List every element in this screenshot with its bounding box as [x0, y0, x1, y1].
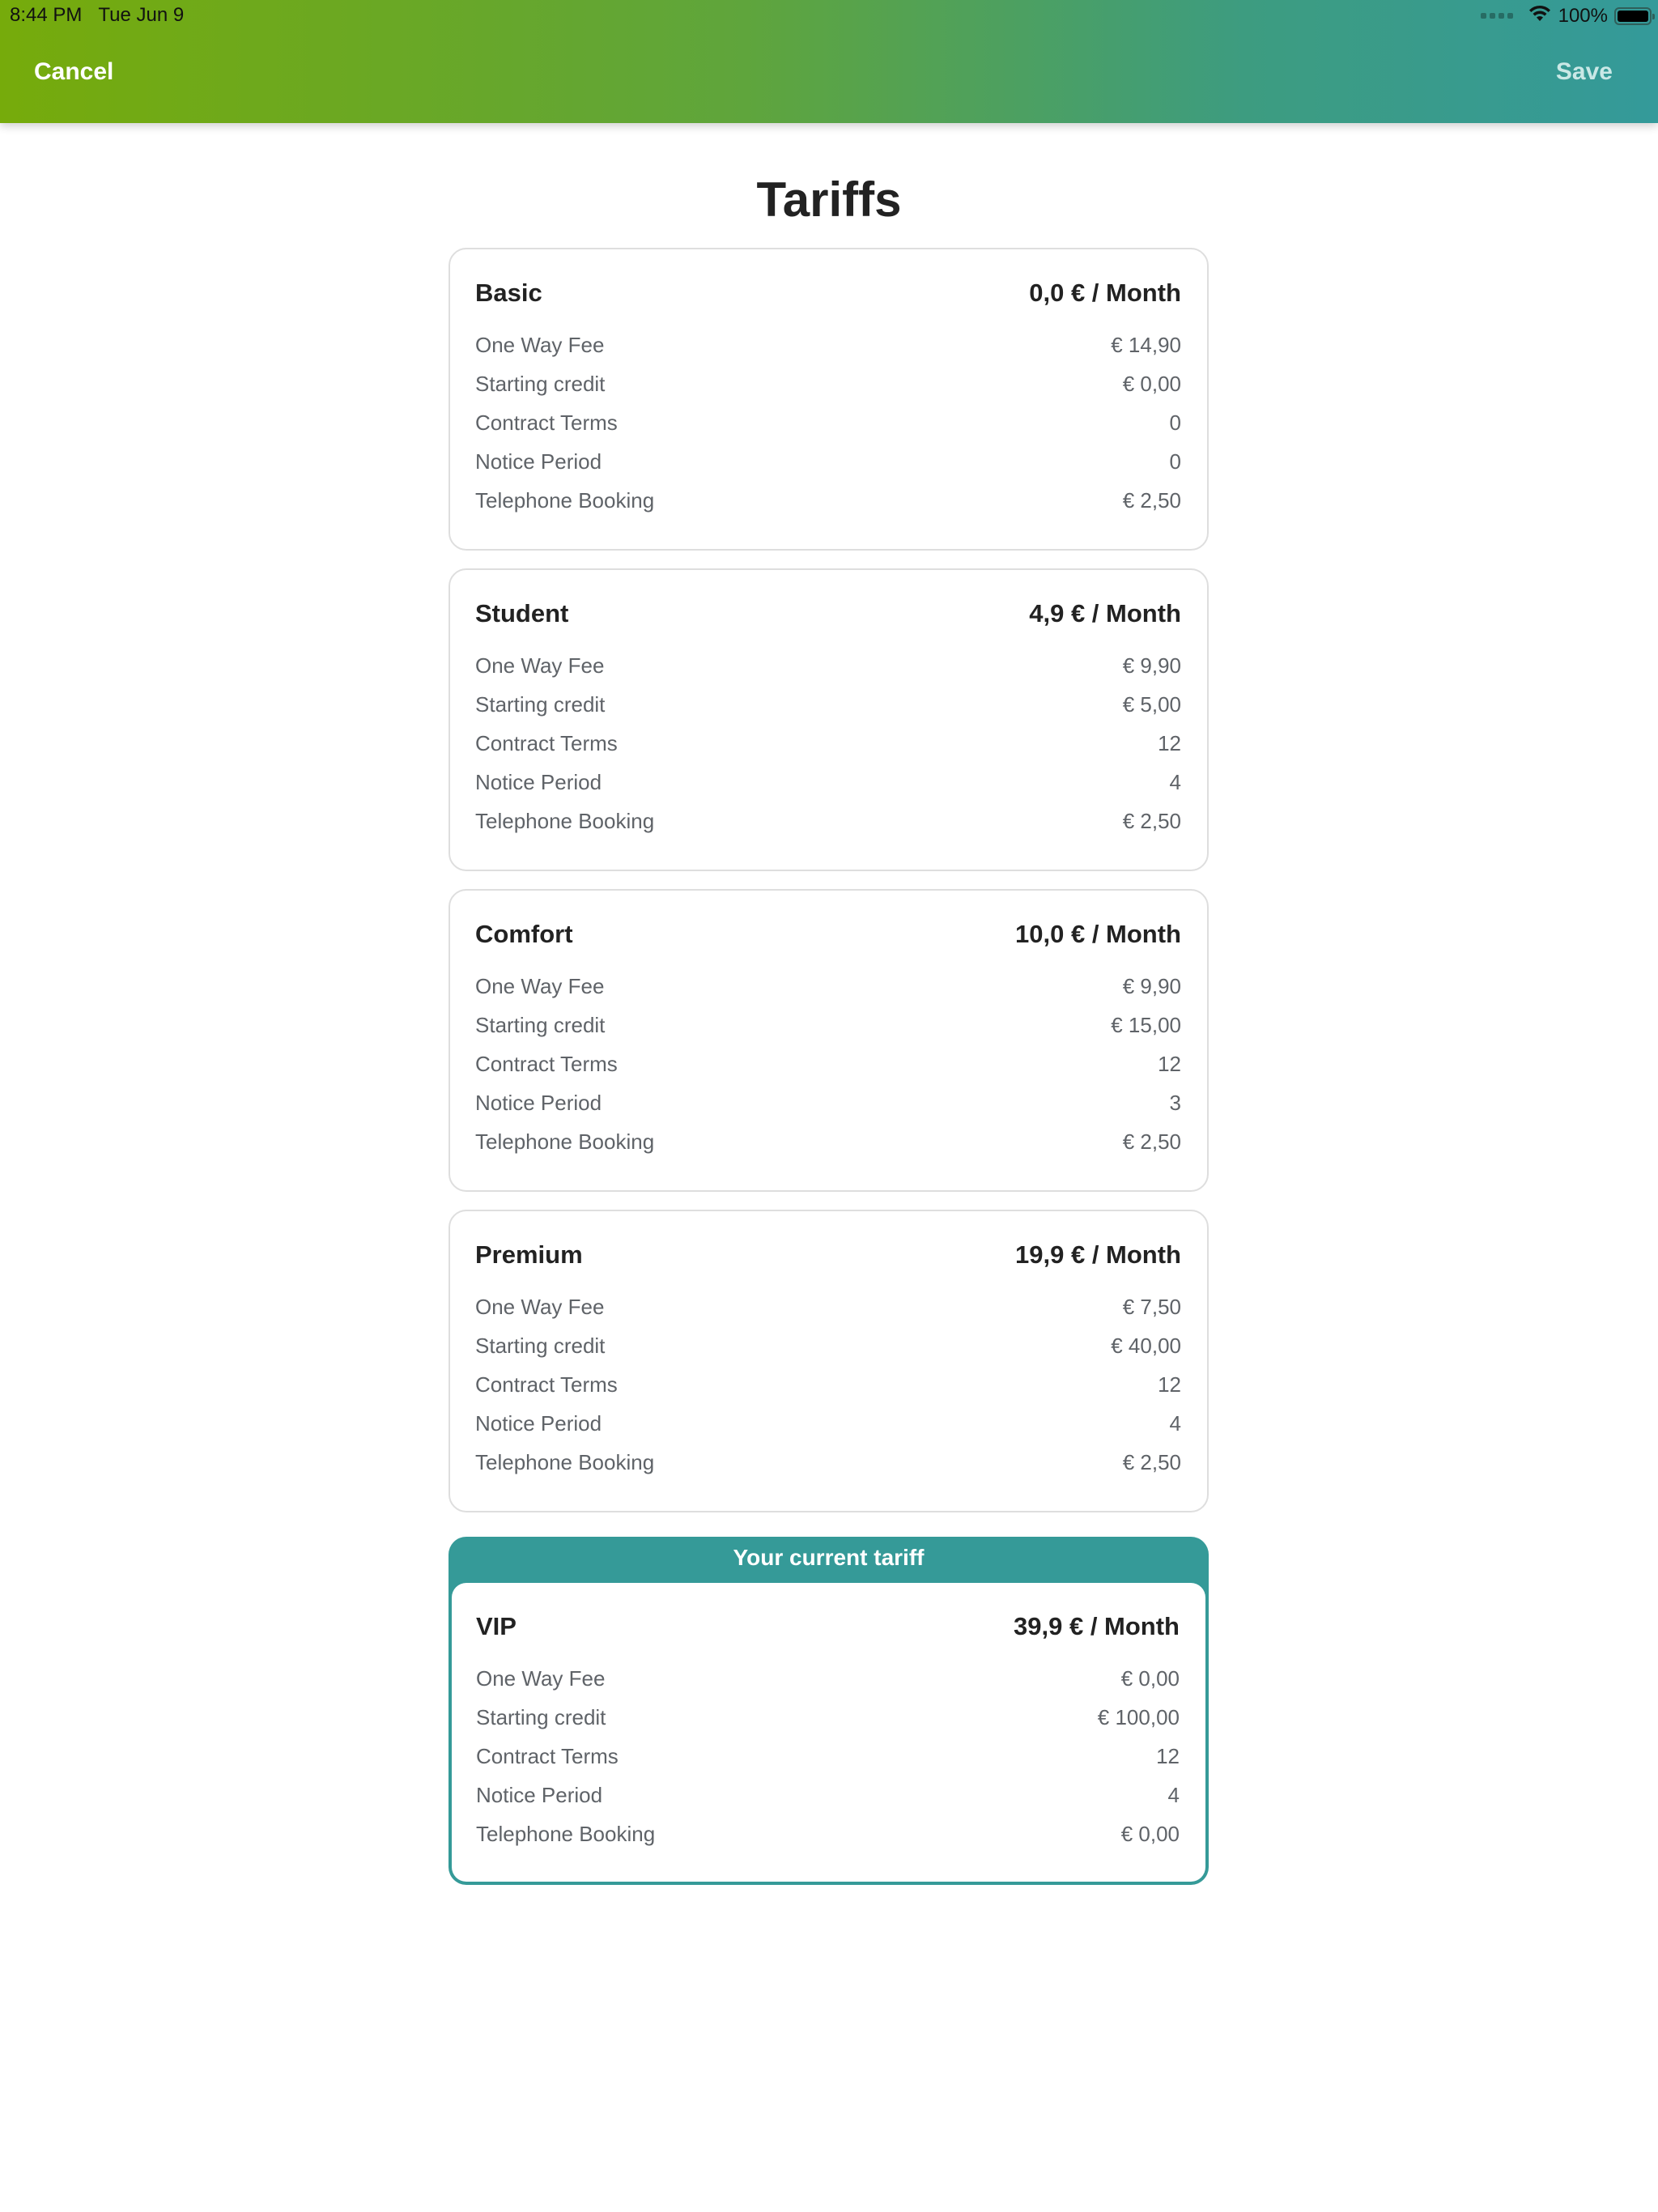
tariff-price: 39,9 € / Month	[1014, 1612, 1180, 1640]
tariff-name: VIP	[476, 1612, 517, 1640]
row-value: € 2,50	[1122, 487, 1181, 513]
battery-percent: 100%	[1558, 4, 1608, 27]
row-label: Notice Period	[475, 1410, 602, 1436]
row-label: Contract Terms	[475, 1372, 618, 1397]
row-label: Contract Terms	[475, 410, 618, 435]
cellular-signal-icon	[1481, 13, 1513, 19]
tariff-row	[476, 1737, 1180, 1776]
row-label: Telephone Booking	[476, 1821, 656, 1846]
row-value: € 2,50	[1122, 808, 1181, 833]
row-value: € 9,90	[1122, 653, 1181, 678]
row-label: One Way Fee	[476, 1665, 606, 1691]
row-label: One Way Fee	[475, 332, 605, 357]
row-value: 4	[1169, 1410, 1181, 1436]
row-value: 12	[1158, 1372, 1181, 1397]
tariff-row	[476, 1659, 1180, 1698]
row-label: Telephone Booking	[475, 808, 655, 833]
tariff-row	[475, 1083, 1181, 1122]
tariff-row	[475, 1006, 1181, 1044]
wifi-icon	[1528, 4, 1552, 28]
tariff-row	[475, 1326, 1181, 1365]
tariff-price: 4,9 € / Month	[1029, 599, 1181, 627]
row-label: Starting credit	[475, 1333, 606, 1358]
tariff-row	[475, 442, 1181, 481]
tariff-card-vip-current[interactable]	[449, 1537, 1209, 1885]
tariff-row	[476, 1698, 1180, 1737]
tariff-row	[475, 763, 1181, 802]
row-label: Starting credit	[476, 1704, 606, 1729]
tariff-row	[476, 1814, 1180, 1853]
tariff-row	[475, 724, 1181, 763]
row-value: € 100,00	[1097, 1704, 1180, 1729]
row-label: Telephone Booking	[475, 1129, 655, 1154]
tariff-card-basic[interactable]	[449, 248, 1209, 551]
tariff-name: Student	[475, 599, 569, 627]
row-value: € 40,00	[1111, 1333, 1181, 1358]
row-label: Starting credit	[475, 1012, 606, 1037]
tariff-price: 19,9 € / Month	[1015, 1240, 1181, 1269]
row-label: Contract Terms	[475, 1051, 618, 1076]
row-value: € 0,00	[1120, 1665, 1180, 1691]
tariff-row	[475, 685, 1181, 724]
row-label: One Way Fee	[475, 1294, 605, 1319]
cancel-button[interactable]: Cancel	[34, 58, 114, 85]
tariff-row	[475, 325, 1181, 364]
row-value: 12	[1156, 1743, 1180, 1768]
row-value: € 14,90	[1111, 332, 1181, 357]
status-bar	[0, 0, 1658, 32]
row-label: Telephone Booking	[475, 487, 655, 513]
row-value: 12	[1158, 1051, 1181, 1076]
row-value: € 5,00	[1122, 691, 1181, 717]
row-value: € 0,00	[1120, 1821, 1180, 1846]
status-date: Tue Jun 9	[98, 4, 185, 26]
save-button[interactable]: Save	[1555, 58, 1613, 85]
row-label: Starting credit	[475, 691, 606, 717]
row-value: € 7,50	[1122, 1294, 1181, 1319]
tariff-name: Comfort	[475, 920, 573, 948]
navigation-bar	[0, 0, 1658, 123]
tariff-row	[475, 481, 1181, 520]
tariff-card-comfort[interactable]	[449, 889, 1209, 1192]
tariff-row	[475, 802, 1181, 840]
tariff-row	[475, 1404, 1181, 1443]
tariff-row	[475, 1365, 1181, 1404]
status-time: 8:44 PM	[10, 4, 83, 26]
row-label: One Way Fee	[475, 653, 605, 678]
row-label: Notice Period	[475, 769, 602, 794]
row-value: 3	[1169, 1090, 1181, 1115]
tariff-name: Premium	[475, 1240, 583, 1269]
row-value: 0	[1169, 449, 1181, 474]
tariff-card-premium[interactable]	[449, 1210, 1209, 1512]
row-label: Notice Period	[476, 1782, 603, 1807]
row-label: Telephone Booking	[475, 1449, 655, 1474]
row-value: 4	[1169, 769, 1181, 794]
tariff-row	[475, 646, 1181, 685]
tariff-row	[475, 1287, 1181, 1326]
row-value: 12	[1158, 730, 1181, 755]
row-value: € 0,00	[1122, 371, 1181, 396]
row-value: 4	[1167, 1782, 1180, 1807]
row-value: 0	[1169, 410, 1181, 435]
row-label: Notice Period	[475, 449, 602, 474]
row-label: Contract Terms	[475, 730, 618, 755]
tariff-row	[475, 403, 1181, 442]
tariff-row	[475, 967, 1181, 1006]
tariff-row	[475, 364, 1181, 403]
tariff-price: 0,0 € / Month	[1029, 279, 1181, 307]
tariff-row	[475, 1122, 1181, 1161]
tariff-name: Basic	[475, 279, 542, 307]
page-title: Tariffs	[756, 172, 902, 227]
tariff-row	[476, 1776, 1180, 1814]
row-value: € 2,50	[1122, 1129, 1181, 1154]
row-value: € 2,50	[1122, 1449, 1181, 1474]
tariff-price: 10,0 € / Month	[1015, 920, 1181, 948]
row-label: Starting credit	[475, 371, 606, 396]
current-tariff-badge: Your current tariff	[733, 1545, 925, 1570]
tariff-card-student[interactable]	[449, 568, 1209, 871]
row-label: Notice Period	[475, 1090, 602, 1115]
row-value: € 9,90	[1122, 973, 1181, 998]
tariff-row	[475, 1443, 1181, 1482]
row-value: € 15,00	[1111, 1012, 1181, 1037]
tariff-row	[475, 1044, 1181, 1083]
row-label: One Way Fee	[475, 973, 605, 998]
battery-icon	[1614, 7, 1652, 25]
row-label: Contract Terms	[476, 1743, 619, 1768]
